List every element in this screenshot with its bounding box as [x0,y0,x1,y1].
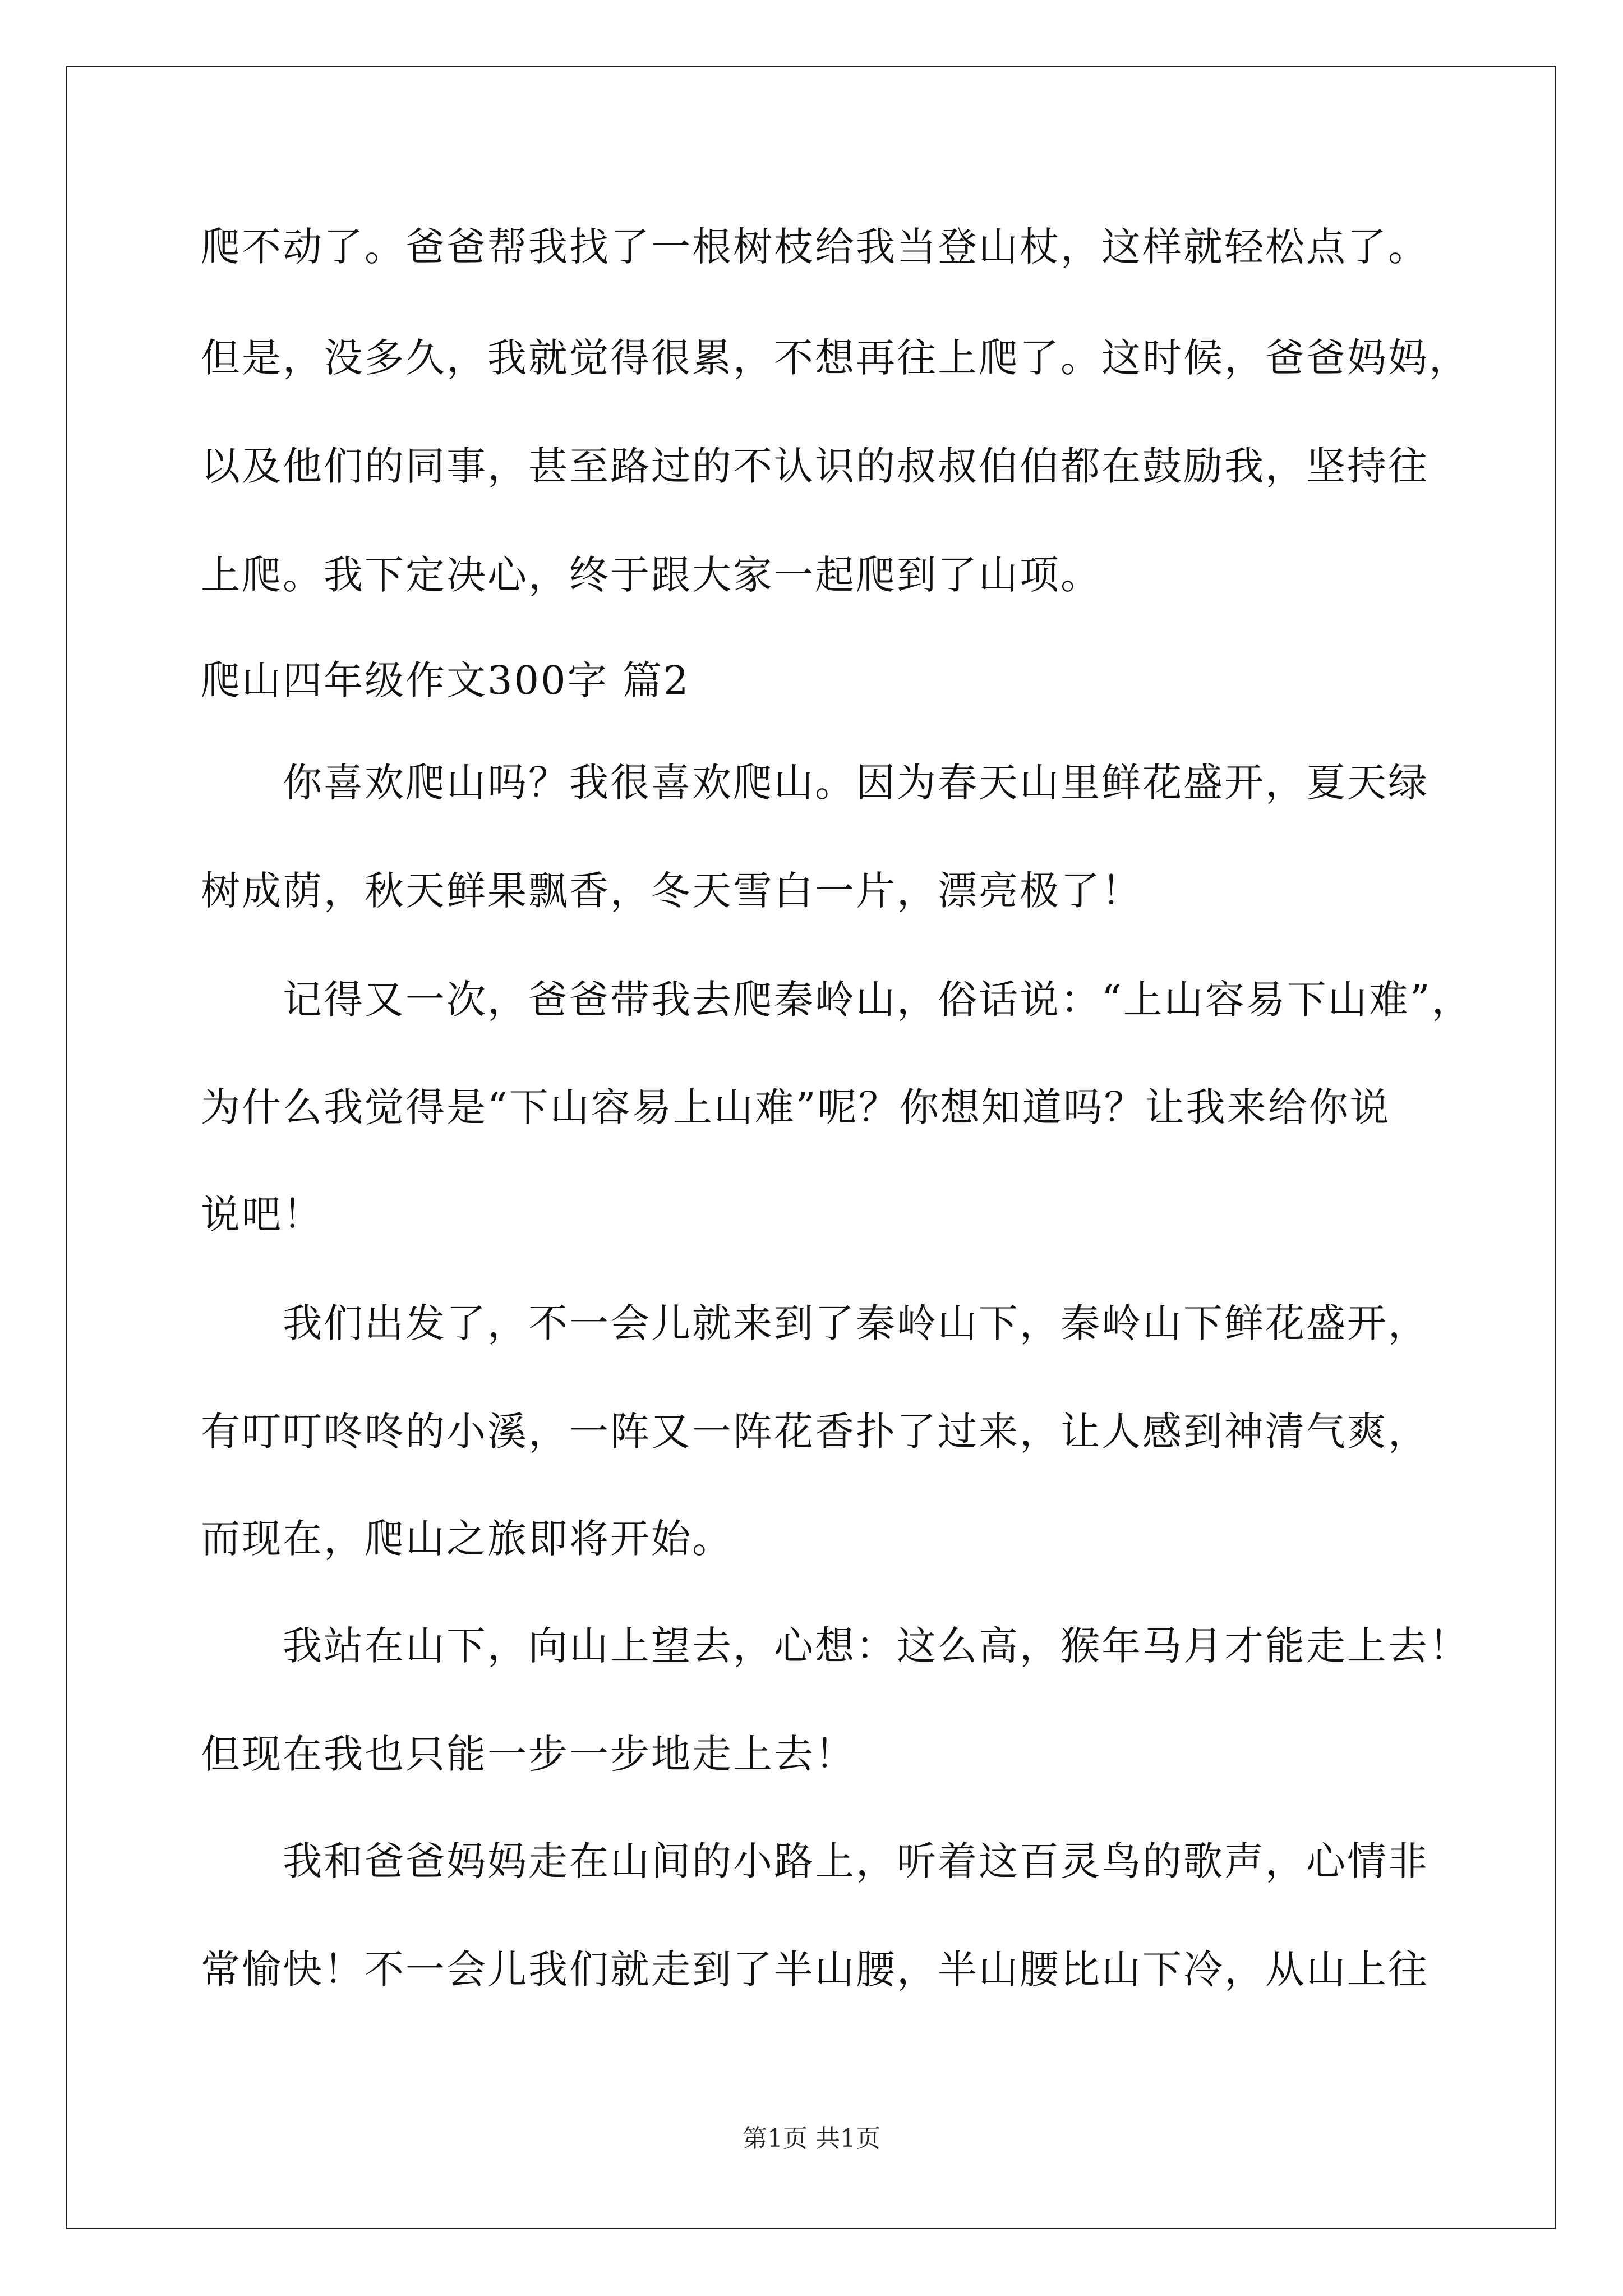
text-line: 而现在，爬山之旅即将开始。 [201,1516,733,1562]
page-border [66,66,1556,2229]
text-line: 我站在山下，向山上望去，心想：这么高，猴年马月才能走上去！ [283,1623,1470,1669]
text-line: 树成荫，秋天鲜果飘香，冬天雪白一片，漂亮极了！ [201,868,1142,914]
text-line: 但现在我也只能一步一步地走上去！ [201,1731,856,1777]
text-line: 我和爸爸妈妈走在山间的小路上，听着这百灵鸟的歌声，心情非 [283,1838,1429,1884]
section-heading: 爬山四年级作文300字 篇2 [201,657,690,703]
page-footer: 第1页 共1页 [743,2124,880,2153]
text-line: 我们出发了，不一会儿就来到了秦岭山下，秦岭山下鲜花盛开， [283,1300,1429,1346]
text-line: 但是，没多久，我就觉得很累，不想再往上爬了。这时候，爸爸妈妈， [201,335,1470,381]
text-line: 有叮叮咚咚的小溪，一阵又一阵花香扑了过来，让人感到神清气爽， [201,1409,1429,1455]
text-line: 说吧！ [201,1191,324,1237]
text-line: 记得又一次，爸爸带我去爬秦岭山，俗话说：“上山容易下山难”， [283,977,1473,1023]
text-line: 你喜欢爬山吗？我很喜欢爬山。因为春天山里鲜花盛开，夏天绿 [283,760,1429,806]
text-line: 爬不动了。爸爸帮我找了一根树枝给我当登山杖，这样就轻松点了。 [201,224,1429,270]
text-line: 常愉快！不一会儿我们就走到了半山腰，半山腰比山下冷，从山上往 [201,1947,1429,1993]
text-line: 以及他们的同事，甚至路过的不认识的叔叔伯伯都在鼓励我，坚持往 [201,443,1429,489]
text-line: 为什么我觉得是“下山容易上山难”呢？你想知道吗？让我来给你说 [201,1084,1391,1130]
text-line: 上爬。我下定决心，终于跟大家一起爬到了山项。 [201,552,1101,598]
